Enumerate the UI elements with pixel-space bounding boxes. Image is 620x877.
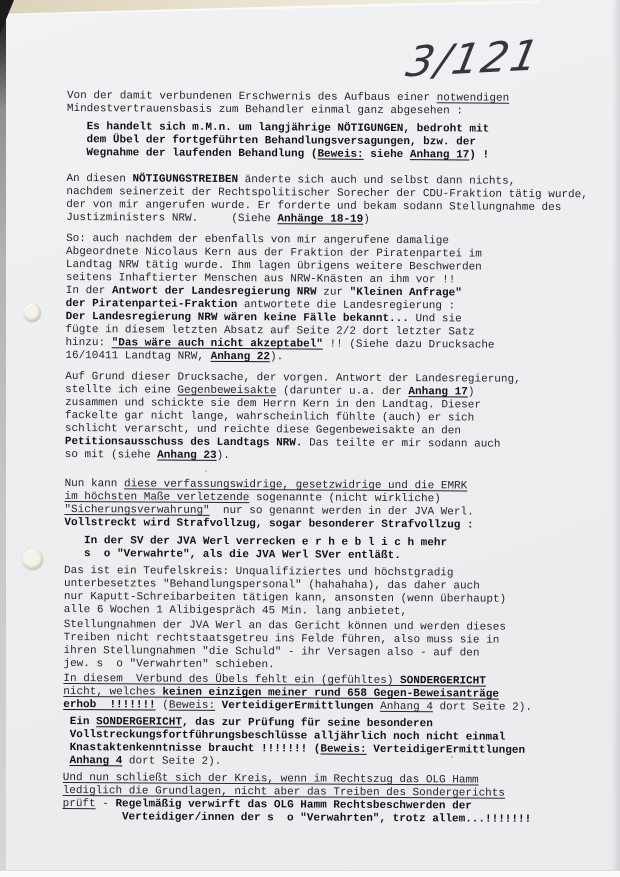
document-line: Auf Grund dieser Drucksache, der vorgen. Antwort der Landesregierung, <box>65 370 521 386</box>
document-line: so mit (siehe Anhang 23). <box>64 448 230 463</box>
document-line: Der Landesregierung NRW wären keine Fälle bekannt... Und sie <box>65 310 462 326</box>
document-line: Das ist ein Teufelskreis: Unqualifiziertes und höchstgradig <box>64 564 454 580</box>
document-line: lediglich die Grundlagen, nicht aber das Treiben des Sondergerichts <box>62 784 506 800</box>
document-line: Von der damit verbundenen Erschwernis des Aufbaus einer notwendigen <box>66 90 510 105</box>
document-paragraph <box>65 371 614 465</box>
document-line: Treiben nicht rechtstaatsgetreu ins Felde führen, also muss sie in <box>63 631 500 647</box>
document-line: Anhang 4 dort Seite 2). <box>69 755 222 768</box>
document-paragraph <box>64 535 612 564</box>
document-line: Justizministers NRW. (Siehe Anhänge 18-19) <box>66 211 370 226</box>
document-line: zusammen und schickte sie dem Herrn Kern in den Landtag. Dieser <box>65 396 481 412</box>
document-line: Petitionsausschuss des Landtags NRW. Das teilte er mir sodann auch <box>64 435 501 451</box>
document-paragraph <box>67 121 615 163</box>
document-line: erhob !!!!!!! (Beweis: VerteidigerErmittlungen Anhang 4 dort Seite 2). <box>63 698 533 714</box>
document-line: In diesem Verbund des Übels fehlt ein (gefühltes) SONDERGERICHT <box>63 672 486 688</box>
document-line: s o "Verwahrte", als die JVA Werl SVer entläßt. <box>64 547 401 563</box>
document-line: stellte ich eine Gegenbeweisakte (darunter u.a. der Anhang 17) <box>65 383 475 399</box>
document-line: nachdem seinerzeit der Rechtspolitischer Sorecher der CDU-Fraktion tätig wurde, <box>66 185 588 202</box>
punch-hole <box>22 549 43 570</box>
document-line: jew. s o "Verwahrten" schieben. <box>63 657 275 672</box>
document-line: Und nun schließt sich der Kreis, wenn im Rechtszug das OLG Hamm <box>62 771 479 787</box>
document-line: ihren Stellungnahmen "die Schuld" - ihr Versagen also - auf den <box>63 644 480 660</box>
document-paragraph <box>63 619 611 674</box>
document-paragraph <box>65 233 614 366</box>
document-paragraph <box>63 673 611 715</box>
document-paragraph <box>63 716 611 771</box>
document-line: nur Kaputt-Schreibarbeiten tätigen kann, ansonsten (wenn überhaupt) <box>63 590 507 606</box>
document-line: Nun kann diese verfassungswidrige, gesetzwidrige und die EMRK <box>64 477 468 493</box>
document-line: fügte in diesem letzten Absatz auf Seite 2/2 dort letzter Satz <box>65 323 475 339</box>
handwritten-page-number: 3/121 <box>402 30 545 87</box>
document-line: schlicht verarscht, und reichte diese Gegenbeweisakte an den <box>64 422 462 438</box>
document-line: So: auch nachdem der ebenfalls von mir angerufene damalige <box>66 232 449 248</box>
document-line: Knastaktenkenntnisse braucht !!!!!!! (Beweis: VerteidigerErmittlungen <box>62 741 526 757</box>
scan-top-edge-backing <box>0 0 520 14</box>
document-line: fackelte gar nicht lange, wahrscheinlich fühlte (auch) er sich <box>64 409 475 425</box>
document-text <box>63 90 615 827</box>
document-line: seitens Inhaftierter Menschen aus NRW-Knästen an ihm vor !! <box>65 271 456 287</box>
document-line: 16/10411 Landtag NRW, Anhang 22). <box>65 349 284 364</box>
punch-hole <box>23 304 41 322</box>
document-line: unterbesetztes "Behandlungspersonal" (hahahaha), das daher auch <box>63 577 480 593</box>
document-line: im höchsten Maße verletzende sogenannte (nicht wirkliche) <box>64 490 441 506</box>
document-line: "Sicherungsverwahrung" nur so genannt werden in der JVA Werl. <box>64 503 474 519</box>
document-paragraph <box>64 565 612 620</box>
document-paragraph <box>64 478 612 533</box>
document-line: Wegnahme der laufenden Behandlung (Beweis: siehe Anhang 17) ! <box>66 146 490 162</box>
document-line: nicht, welches keinen einzigen meiner rund 658 Gegen-Beweisanträge <box>63 685 500 701</box>
document-paragraph <box>67 90 615 119</box>
document-paragraph <box>66 173 614 228</box>
document-line: Stellungnahmen der JVA Werl an das Gericht können und werden dieses <box>63 618 507 634</box>
document-line: In der Antwort der Landesregierung NRW zur "Kleinen Anfrage" <box>65 284 462 300</box>
document-line: Mindestvertrauensbasis zum Behandler einmal ganz abgesehen : <box>66 102 463 118</box>
document-line: der Piratenpartei-Fraktion antwortete die Landesregierung : <box>65 297 456 313</box>
document-line: Es handelt sich m.M.n. um langjährige NÖTIGUNGEN, bedroht mit <box>66 120 490 136</box>
scan-bottom-edge <box>0 870 620 877</box>
document-line: Vollstreckungsfortführungsbeschlüsse alljährlich noch nicht einmal <box>63 728 506 744</box>
document-line: Verteidiger/innen der s o "Verwahrten", trotz allem...!!!!!!! <box>62 810 532 826</box>
document-line: In der SV der JVA Werl verrecken e r h e b l i c h mehr <box>64 534 448 550</box>
document-line: Landtag NRW tätig wurde. Ihm lagen übrigens weitere Beschwerden <box>65 258 482 274</box>
document-paragraph <box>63 772 611 827</box>
document-line: prüft - Regelmäßig verwirft das OLG Hamm Rechtsbeschwerden der <box>62 797 472 813</box>
scan-left-edge <box>0 0 6 877</box>
document-line: alle 6 Wochen 1 Alibigespräch 45 Min. lang anbietet, <box>63 603 408 619</box>
document-line: Abgeordnete Nicolaus Kern aus der Fraktion der Piratenpartei im <box>65 245 482 261</box>
document-line: An diesen NÖTIGUNGSTREIBEN änderte sich auch und selbst dann nichts, <box>66 172 516 188</box>
document-line: der von mir angerufen wurde. Er forderte und bekam sodann Stellungnahme des <box>66 198 562 215</box>
document-line: dem Übel der fortgeführten Behandlungsversagungen, bzw. der <box>66 133 477 149</box>
document-line: Vollstreckt wird Strafvollzug, sogar besonderer Strafvollzug : <box>64 516 474 532</box>
document-line: Ein SONDERGERICHT, das zur Prüfung für seine besonderen <box>63 715 433 731</box>
document-line: hinzu: "Das wäre auch nicht akzeptabel" !! (Siehe dazu Drucksache <box>65 336 495 352</box>
